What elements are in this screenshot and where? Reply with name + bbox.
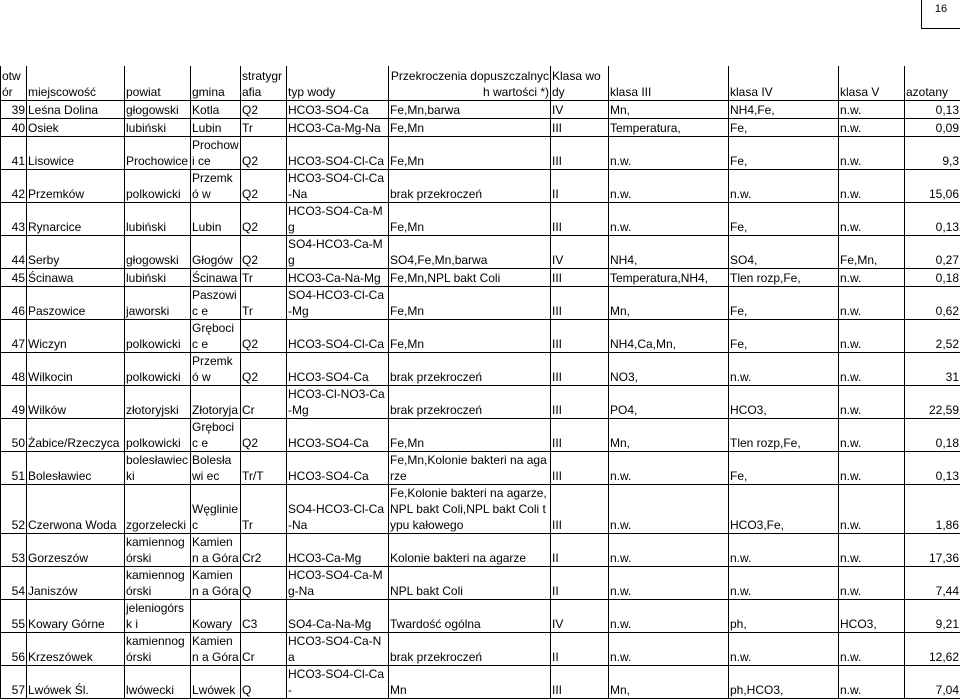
cell-otwor: 48 xyxy=(1,352,27,385)
cell-klasa-v: n.w. xyxy=(839,202,905,235)
cell-klasa-v: n.w. xyxy=(839,385,905,418)
cell-typ-wody: typ wody xyxy=(287,66,389,100)
cell-klasa-iii: klasa III xyxy=(609,66,729,100)
cell-stratygrafia: Cr2 xyxy=(241,533,287,566)
cell-azotany: 0,62 xyxy=(905,286,960,319)
cell-stratygrafia: Q2 xyxy=(241,352,287,385)
cell-klasa-wody: III xyxy=(551,484,609,533)
cell-klasa-wody: III xyxy=(551,418,609,451)
cell-typ-wody: HCO3-SO4-Cl-Ca xyxy=(287,136,389,169)
cell-otwor: 40 xyxy=(1,118,27,136)
page-number: 16 xyxy=(921,0,960,29)
cell-azotany: 0,13 xyxy=(905,202,960,235)
cell-klasa-iii: NO3, xyxy=(609,352,729,385)
cell-stratygrafia: Q2 xyxy=(241,169,287,202)
cell-gmina: Przemkó w xyxy=(191,169,241,202)
cell-przekroczenia: SO4,Fe,Mn,barwa xyxy=(389,235,551,268)
cell-typ-wody: HCO3-SO4-Ca xyxy=(287,418,389,451)
cell-gmina: Kotla xyxy=(191,100,241,118)
cell-typ-wody: HCO3-SO4-Ca-Mg xyxy=(287,202,389,235)
table-row xyxy=(1,451,960,484)
cell-miejscowosc: Gorzeszów xyxy=(27,533,125,566)
cell-klasa-iv: Fe, xyxy=(729,319,839,352)
cell-klasa-iii: PO4, xyxy=(609,385,729,418)
cell-powiat: bolesławiec ki xyxy=(125,451,191,484)
cell-stratygrafia: Q2 xyxy=(241,136,287,169)
cell-klasa-iv: n.w. xyxy=(729,632,839,665)
cell-powiat: polkowicki xyxy=(125,319,191,352)
cell-gmina: Kowary xyxy=(191,599,241,632)
cell-typ-wody: HCO3-SO4-Ca-Mg-Na xyxy=(287,566,389,599)
cell-przekroczenia: NPL bakt Coli xyxy=(389,566,551,599)
cell-klasa-v: n.w. xyxy=(839,451,905,484)
cell-klasa-v: n.w. xyxy=(839,484,905,533)
cell-miejscowosc: Czerwona Woda xyxy=(27,484,125,533)
table-row xyxy=(1,566,960,599)
cell-typ-wody: HCO3-SO4-Cl-Ca xyxy=(287,319,389,352)
cell-klasa-iv: Fe, xyxy=(729,118,839,136)
cell-powiat: głogowski xyxy=(125,235,191,268)
cell-przekroczenia: brak przekroczeń xyxy=(389,385,551,418)
cell-klasa-iii: n.w. xyxy=(609,484,729,533)
cell-stratygrafia: Q2 xyxy=(241,418,287,451)
cell-przekroczenia: Fe,Mn,NPL bakt Coli xyxy=(389,268,551,286)
cell-miejscowosc: Leśna Dolina xyxy=(27,100,125,118)
cell-klasa-wody: III xyxy=(551,451,609,484)
cell-miejscowosc: Wiczyn xyxy=(27,319,125,352)
cell-klasa-wody: II xyxy=(551,169,609,202)
cell-gmina: Lubin xyxy=(191,118,241,136)
cell-klasa-iv: Fe, xyxy=(729,202,839,235)
cell-typ-wody: SO4-HCO3-Cl-Ca-Na xyxy=(287,484,389,533)
cell-typ-wody: HCO3-SO4-Ca-Na xyxy=(287,632,389,665)
table-row xyxy=(1,118,960,136)
table-row xyxy=(1,202,960,235)
cell-klasa-iii: n.w. xyxy=(609,599,729,632)
cell-klasa-wody: Klasa wody xyxy=(551,66,609,100)
cell-klasa-iv: n.w. xyxy=(729,566,839,599)
cell-przekroczenia: Fe,Mn xyxy=(389,118,551,136)
cell-klasa-iv: HCO3,Fe, xyxy=(729,484,839,533)
cell-azotany: 0,18 xyxy=(905,418,960,451)
cell-otwor: 39 xyxy=(1,100,27,118)
table-row xyxy=(1,319,960,352)
cell-klasa-v: n.w. xyxy=(839,418,905,451)
cell-azotany: 22,59 xyxy=(905,385,960,418)
table-row xyxy=(1,599,960,632)
cell-klasa-v: n.w. xyxy=(839,665,905,698)
cell-otwor: 54 xyxy=(1,566,27,599)
cell-klasa-iv: n.w. xyxy=(729,169,839,202)
cell-typ-wody: HCO3-SO4-Cl-Ca-Na xyxy=(287,169,389,202)
cell-klasa-v: n.w. xyxy=(839,319,905,352)
cell-stratygrafia: C3 xyxy=(241,599,287,632)
cell-azotany: 0,27 xyxy=(905,235,960,268)
table-row xyxy=(1,100,960,118)
cell-typ-wody: HCO3-SO4-Ca xyxy=(287,451,389,484)
cell-gmina: Grębocic e xyxy=(191,418,241,451)
cell-otwor: 53 xyxy=(1,533,27,566)
cell-klasa-iii: n.w. xyxy=(609,566,729,599)
cell-stratygrafia: Q2 xyxy=(241,100,287,118)
cell-przekroczenia: Fe,Kolonie bakteri na agarze,NPL bakt Coli,NPL bakt Coli typu kałowego xyxy=(389,484,551,533)
cell-typ-wody: HCO3-SO4-Ca xyxy=(287,100,389,118)
cell-azotany: 9,21 xyxy=(905,599,960,632)
cell-klasa-iv: n.w. xyxy=(729,352,839,385)
cell-klasa-iv: n.w. xyxy=(729,533,839,566)
header-row xyxy=(1,66,960,100)
cell-otwor: 47 xyxy=(1,319,27,352)
cell-klasa-iii: n.w. xyxy=(609,632,729,665)
cell-gmina: Lwówek xyxy=(191,665,241,698)
cell-przekroczenia: Fe,Mn xyxy=(389,319,551,352)
cell-klasa-wody: III xyxy=(551,665,609,698)
table-row xyxy=(1,286,960,319)
cell-stratygrafia: Q2 xyxy=(241,235,287,268)
table-body xyxy=(1,66,960,698)
cell-przekroczenia: Mn xyxy=(389,665,551,698)
cell-stratygrafia: Q xyxy=(241,665,287,698)
cell-klasa-v: n.w. xyxy=(839,352,905,385)
cell-klasa-v: klasa V xyxy=(839,66,905,100)
cell-azotany: 12,62 xyxy=(905,632,960,665)
cell-gmina: Kamienn a Góra xyxy=(191,632,241,665)
cell-klasa-wody: III xyxy=(551,268,609,286)
cell-klasa-iii: n.w. xyxy=(609,451,729,484)
cell-powiat: kamiennog órski xyxy=(125,566,191,599)
cell-miejscowosc: Lisowice xyxy=(27,136,125,169)
cell-typ-wody: HCO3-Ca-Mg-Na xyxy=(287,118,389,136)
cell-stratygrafia: Q2 xyxy=(241,202,287,235)
cell-gmina: Złotoryja xyxy=(191,385,241,418)
cell-klasa-iv: ph, xyxy=(729,599,839,632)
cell-powiat: Prochowice xyxy=(125,136,191,169)
cell-przekroczenia: Fe,Mn xyxy=(389,418,551,451)
cell-klasa-iii: Temperatura, xyxy=(609,118,729,136)
cell-klasa-v: HCO3, xyxy=(839,599,905,632)
cell-azotany: azotany xyxy=(905,66,960,100)
cell-azotany: 17,36 xyxy=(905,533,960,566)
cell-klasa-v: n.w. xyxy=(839,268,905,286)
cell-klasa-v: n.w. xyxy=(839,136,905,169)
cell-stratygrafia: stratygr afia xyxy=(241,66,287,100)
cell-gmina: Węglinie c xyxy=(191,484,241,533)
cell-miejscowosc: Przemków xyxy=(27,169,125,202)
cell-klasa-v: n.w. xyxy=(839,632,905,665)
cell-otwor: 45 xyxy=(1,268,27,286)
cell-powiat: jaworski xyxy=(125,286,191,319)
cell-miejscowosc: Bolesławiec xyxy=(27,451,125,484)
cell-klasa-wody: IV xyxy=(551,235,609,268)
cell-powiat: kamiennog órski xyxy=(125,533,191,566)
cell-azotany: 7,44 xyxy=(905,566,960,599)
cell-klasa-iii: n.w. xyxy=(609,533,729,566)
cell-powiat: polkowicki xyxy=(125,352,191,385)
cell-klasa-wody: III xyxy=(551,286,609,319)
cell-klasa-iii: n.w. xyxy=(609,136,729,169)
cell-klasa-wody: IV xyxy=(551,599,609,632)
cell-azotany: 0,18 xyxy=(905,268,960,286)
cell-miejscowosc: Serby xyxy=(27,235,125,268)
cell-klasa-iii: NH4,Ca,Mn, xyxy=(609,319,729,352)
cell-przekroczenia: Fe,Mn,barwa xyxy=(389,100,551,118)
cell-gmina: gmina xyxy=(191,66,241,100)
cell-powiat: polkowicki xyxy=(125,169,191,202)
cell-przekroczenia: Fe,Mn xyxy=(389,286,551,319)
cell-klasa-wody: III xyxy=(551,118,609,136)
cell-miejscowosc: Krzeszówek xyxy=(27,632,125,665)
cell-otwor: 41 xyxy=(1,136,27,169)
cell-otwor: 50 xyxy=(1,418,27,451)
cell-azotany: 15,06 xyxy=(905,169,960,202)
cell-przekroczenia: Fe,Mn xyxy=(389,202,551,235)
cell-klasa-v: n.w. xyxy=(839,118,905,136)
cell-otwor: 52 xyxy=(1,484,27,533)
cell-powiat: lubiński xyxy=(125,268,191,286)
cell-klasa-iii: NH4, xyxy=(609,235,729,268)
cell-stratygrafia: Tr xyxy=(241,118,287,136)
cell-przekroczenia: Fe,Mn xyxy=(389,136,551,169)
cell-azotany: 0,13 xyxy=(905,451,960,484)
cell-klasa-v: n.w. xyxy=(839,100,905,118)
cell-stratygrafia: Tr xyxy=(241,484,287,533)
cell-klasa-v: n.w. xyxy=(839,169,905,202)
cell-klasa-iii: n.w. xyxy=(609,202,729,235)
cell-klasa-iv: klasa IV xyxy=(729,66,839,100)
cell-otwor: 46 xyxy=(1,286,27,319)
cell-klasa-wody: III xyxy=(551,202,609,235)
cell-miejscowosc: Osiek xyxy=(27,118,125,136)
cell-powiat: lubiński xyxy=(125,118,191,136)
cell-powiat: lubiński xyxy=(125,202,191,235)
cell-przekroczenia: Fe,Mn,Kolonie bakteri na agarze xyxy=(389,451,551,484)
cell-azotany: 0,13 xyxy=(905,100,960,118)
cell-klasa-iv: Fe, xyxy=(729,451,839,484)
cell-typ-wody: HCO3-Ca-Mg xyxy=(287,533,389,566)
table-row xyxy=(1,235,960,268)
cell-klasa-iv: Tlen rozp,Fe, xyxy=(729,418,839,451)
cell-powiat: złotoryjski xyxy=(125,385,191,418)
cell-azotany: 0,09 xyxy=(905,118,960,136)
cell-otwor: 42 xyxy=(1,169,27,202)
table-row xyxy=(1,484,960,533)
cell-klasa-wody: III xyxy=(551,136,609,169)
cell-klasa-iv: Fe, xyxy=(729,286,839,319)
cell-przekroczenia: brak przekroczeń xyxy=(389,169,551,202)
cell-gmina: Bolesławi ec xyxy=(191,451,241,484)
cell-otwor: 49 xyxy=(1,385,27,418)
cell-klasa-iii: Mn, xyxy=(609,100,729,118)
cell-gmina: Lubin xyxy=(191,202,241,235)
cell-gmina: Ścinawa xyxy=(191,268,241,286)
cell-klasa-wody: II xyxy=(551,533,609,566)
cell-stratygrafia: Cr xyxy=(241,632,287,665)
cell-powiat: powiat xyxy=(125,66,191,100)
cell-klasa-v: n.w. xyxy=(839,286,905,319)
cell-powiat: lwówecki xyxy=(125,665,191,698)
cell-gmina: Prochowi ce xyxy=(191,136,241,169)
cell-klasa-wody: III xyxy=(551,352,609,385)
cell-klasa-iv: HCO3, xyxy=(729,385,839,418)
cell-klasa-v: Fe,Mn, xyxy=(839,235,905,268)
cell-miejscowosc: Wilkocin xyxy=(27,352,125,385)
cell-klasa-iv: SO4, xyxy=(729,235,839,268)
cell-miejscowosc: Wilków xyxy=(27,385,125,418)
cell-miejscowosc: Paszowice xyxy=(27,286,125,319)
cell-powiat: zgorzelecki xyxy=(125,484,191,533)
cell-stratygrafia: Tr xyxy=(241,286,287,319)
table-row xyxy=(1,632,960,665)
cell-przekroczenia: Twardość ogólna xyxy=(389,599,551,632)
cell-otwor: 55 xyxy=(1,599,27,632)
cell-azotany: 2,52 xyxy=(905,319,960,352)
cell-otwor: 44 xyxy=(1,235,27,268)
cell-miejscowosc: Kowary Górne xyxy=(27,599,125,632)
cell-stratygrafia: Q2 xyxy=(241,319,287,352)
cell-miejscowosc: Lwówek Śl. xyxy=(27,665,125,698)
cell-gmina: Kamienn a Góra xyxy=(191,566,241,599)
cell-miejscowosc: Janiszów xyxy=(27,566,125,599)
cell-powiat: głogowski xyxy=(125,100,191,118)
cell-klasa-iii: n.w. xyxy=(609,169,729,202)
cell-typ-wody: SO4-Ca-Na-Mg xyxy=(287,599,389,632)
cell-powiat: polkowicki xyxy=(125,418,191,451)
cell-klasa-iv: ph,HCO3, xyxy=(729,665,839,698)
cell-klasa-iii: Temperatura,NH4, xyxy=(609,268,729,286)
cell-klasa-iii: Mn, xyxy=(609,286,729,319)
cell-powiat: kamiennog órski xyxy=(125,632,191,665)
cell-typ-wody: SO4-HCO3-Cl-Ca-Mg xyxy=(287,286,389,319)
table-row xyxy=(1,352,960,385)
cell-azotany: 9,3 xyxy=(905,136,960,169)
cell-miejscowosc: miejscowość xyxy=(27,66,125,100)
table-row xyxy=(1,533,960,566)
cell-klasa-wody: III xyxy=(551,319,609,352)
cell-azotany: 7,04 xyxy=(905,665,960,698)
cell-klasa-wody: II xyxy=(551,632,609,665)
cell-typ-wody: HCO3-Ca-Na-Mg xyxy=(287,268,389,286)
cell-klasa-iii: Mn, xyxy=(609,418,729,451)
table-row xyxy=(1,418,960,451)
cell-klasa-v: n.w. xyxy=(839,533,905,566)
cell-klasa-v: n.w. xyxy=(839,566,905,599)
cell-typ-wody: HCO3-SO4-Cl-Ca- xyxy=(287,665,389,698)
cell-miejscowosc: Rynarcice xyxy=(27,202,125,235)
cell-klasa-wody: II xyxy=(551,566,609,599)
cell-otwor: 56 xyxy=(1,632,27,665)
table-row xyxy=(1,665,960,698)
table-row xyxy=(1,268,960,286)
table-row xyxy=(1,136,960,169)
cell-typ-wody: HCO3-SO4-Ca xyxy=(287,352,389,385)
cell-gmina: Głogów xyxy=(191,235,241,268)
cell-typ-wody: HCO3-Cl-NO3-Ca-Mg xyxy=(287,385,389,418)
cell-klasa-iii: Mn, xyxy=(609,665,729,698)
cell-otwor: otw ór xyxy=(1,66,27,100)
cell-przekroczenia: brak przekroczeń xyxy=(389,632,551,665)
cell-przekroczenia: Przekroczenia dopuszczalnych wartości *) xyxy=(389,66,551,100)
cell-otwor: 43 xyxy=(1,202,27,235)
cell-stratygrafia: Tr xyxy=(241,268,287,286)
cell-typ-wody: SO4-HCO3-Ca-Mg xyxy=(287,235,389,268)
table-row xyxy=(1,385,960,418)
cell-otwor: 57 xyxy=(1,665,27,698)
cell-azotany: 31 xyxy=(905,352,960,385)
cell-stratygrafia: Q xyxy=(241,566,287,599)
cell-klasa-wody: IV xyxy=(551,100,609,118)
cell-powiat: jeleniogórsk i xyxy=(125,599,191,632)
cell-gmina: Kamienn a Góra xyxy=(191,533,241,566)
cell-klasa-iv: NH4,Fe, xyxy=(729,100,839,118)
cell-klasa-iv: Tlen rozp,Fe, xyxy=(729,268,839,286)
water-quality-table xyxy=(0,66,960,699)
table-row xyxy=(1,169,960,202)
cell-przekroczenia: brak przekroczeń xyxy=(389,352,551,385)
cell-stratygrafia: Tr/T xyxy=(241,451,287,484)
cell-przekroczenia: Kolonie bakteri na agarze xyxy=(389,533,551,566)
cell-klasa-wody: III xyxy=(551,385,609,418)
cell-azotany: 1,86 xyxy=(905,484,960,533)
cell-gmina: Paszowic e xyxy=(191,286,241,319)
cell-gmina: Grębocic e xyxy=(191,319,241,352)
cell-klasa-iv: Fe, xyxy=(729,136,839,169)
cell-miejscowosc: Ścinawa xyxy=(27,268,125,286)
cell-otwor: 51 xyxy=(1,451,27,484)
cell-miejscowosc: Żabice/Rzeczyca xyxy=(27,418,125,451)
cell-stratygrafia: Cr xyxy=(241,385,287,418)
cell-gmina: Przemkó w xyxy=(191,352,241,385)
